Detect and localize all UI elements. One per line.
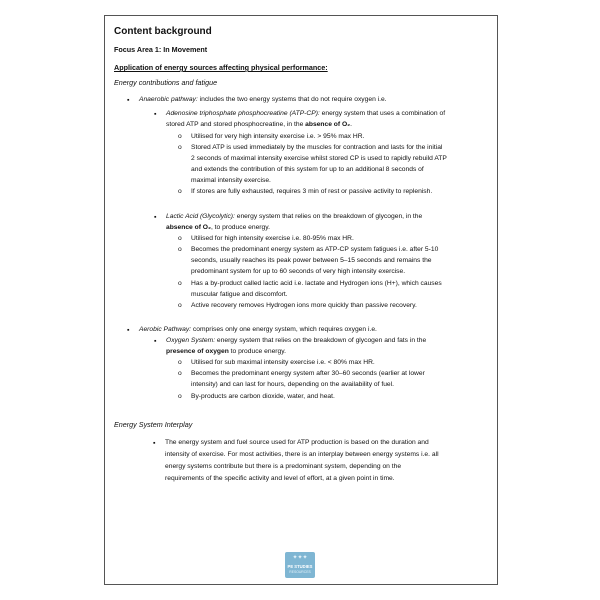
lactic-point: Has a by-product called lactic acid i.e. lactate and Hydrogen ions (H+), which causes — [191, 280, 442, 287]
square-bullet: ▪ — [127, 327, 130, 334]
atp-cp-point: If stores are fully exhausted, requires 3 min of rest or passive activity to replenish. — [191, 188, 433, 195]
atp-cp-point-line: 2 seconds of maximal intensity exercise whilst stored CP is used to rapidly rebuild ATP — [191, 155, 447, 162]
interplay-paragraph-line: intensity of exercise. For most activities, there is an interplay between energy systems i.e. all — [165, 451, 439, 458]
square-bullet: ▪ — [154, 338, 157, 345]
circle-bullet: o — [178, 144, 182, 151]
topic-heading: Application of energy sources affecting physical performance: — [114, 63, 328, 72]
atp-cp-heading: Adenosine triphosphate phosphocreatine (ATP-CP): energy system that uses a combination of — [166, 110, 446, 117]
lactic-acid-continued: absence of O₂, to produce energy. — [166, 224, 270, 231]
aerobic-pathway-item: Aerobic Pathway: comprises only one energy system, which requires oxygen i.e. — [139, 326, 377, 333]
atp-cp-point-line: maximal intensity exercise. — [191, 177, 271, 184]
lactic-point: Utilised for high intensity exercise i.e. 80-95% max HR. — [191, 235, 354, 242]
lactic-point: Becomes the predominant energy system as ATP-CP system fatigues i.e. after 5-10 — [191, 246, 439, 253]
logo-subtext: RESOURCES — [289, 570, 311, 574]
lactic-acid-heading: Lactic Acid (Glycolytic): energy system that relies on the breakdown of glycogen, in the — [166, 213, 423, 220]
logo-text: PE STUDIES — [287, 564, 313, 569]
circle-bullet: o — [178, 370, 182, 377]
square-bullet: ▪ — [154, 214, 157, 221]
interplay-paragraph-line: energy systems contribute but there is a predominant system, depending on the — [165, 463, 402, 470]
lactic-point-line: seconds, usually reaches its peak power between 5–15 seconds and remains the — [191, 257, 432, 264]
oxygen-point: Utilised for sub maximal intensity exercise i.e. < 80% max HR. — [191, 359, 375, 366]
circle-bullet: o — [178, 359, 182, 366]
atp-cp-continued: stored ATP and stored phosphocreatine, in the absence of O₂. — [166, 121, 352, 128]
oxygen-point-line: intensity) and can last for hours, depending on the availability of fuel. — [191, 381, 394, 388]
page-title: Content background — [114, 26, 212, 37]
interplay-paragraph-line: The energy system and fuel source used for ATP production is based on the duration and — [165, 439, 429, 446]
lactic-point-line: muscular fatigue and discomfort. — [191, 291, 288, 298]
circle-bullet: o — [178, 188, 182, 195]
section-heading-interplay: Energy System Interplay — [114, 420, 193, 429]
runner-icon: ✦✦✦ — [292, 554, 308, 561]
oxygen-system-continued: presence of oxygen to produce energy. — [166, 348, 286, 355]
square-bullet: ▪ — [127, 97, 130, 104]
circle-bullet: o — [178, 133, 182, 140]
focus-area-heading: Focus Area 1: In Movement — [114, 45, 208, 54]
atp-cp-point-line: and extends the contribution of this system for up to an additional 8 seconds of — [191, 166, 424, 173]
lactic-point-line: predominant system for up to 60 seconds of very high intensity exercise. — [191, 268, 406, 275]
atp-cp-point: Stored ATP is used immediately by the muscles for contraction and lasts for the initial — [191, 144, 443, 151]
anaerobic-pathway-item: Anaerobic pathway: includes the two energy systems that do not require oxygen i.e. — [139, 96, 387, 103]
section-heading-energy-contributions: Energy contributions and fatigue — [114, 78, 218, 87]
pe-studies-logo — [285, 552, 315, 578]
circle-bullet: o — [178, 302, 182, 309]
square-bullet: ▪ — [153, 440, 156, 447]
circle-bullet: o — [178, 280, 182, 287]
circle-bullet: o — [178, 235, 182, 242]
oxygen-point: Becomes the predominant energy system after 30–60 seconds (earlier at lower — [191, 370, 425, 377]
square-bullet: ▪ — [154, 111, 157, 118]
interplay-paragraph-line: requirements of the specific activity and level of effort, at a given point in time. — [165, 475, 395, 482]
lactic-point: Active recovery removes Hydrogen ions more quickly than passive recovery. — [191, 302, 417, 309]
circle-bullet: o — [178, 393, 182, 400]
circle-bullet: o — [178, 246, 182, 253]
document-page — [104, 15, 498, 585]
atp-cp-point: Utilised for very high intensity exercise i.e. > 95% max HR. — [191, 133, 365, 140]
oxygen-point: By-products are carbon dioxide, water, and heat. — [191, 393, 335, 400]
oxygen-system-heading: Oxygen System: energy system that relies on the breakdown of glycogen and fats in the — [166, 337, 427, 344]
